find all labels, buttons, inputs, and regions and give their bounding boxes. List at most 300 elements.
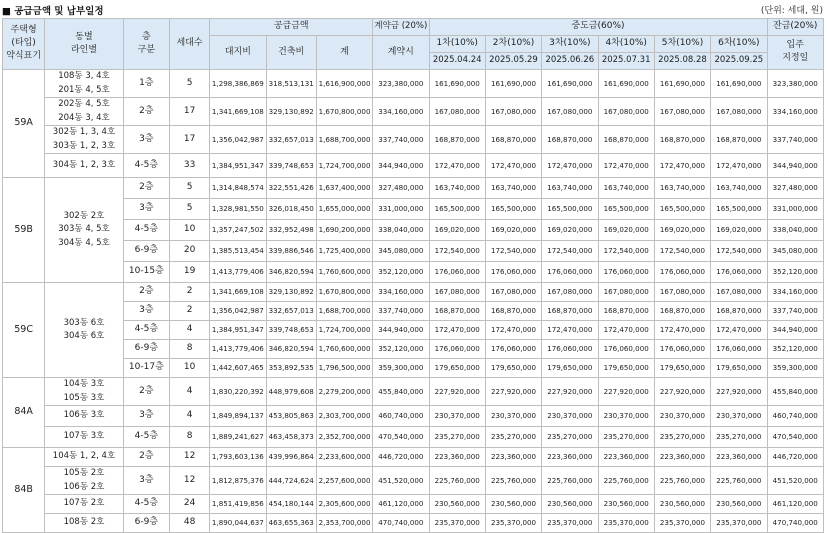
total-price-cell: 2,279,200,000 [316, 378, 372, 406]
units-cell: 2 [169, 302, 209, 321]
middle-payment-1-cell: 167,080,000 [429, 283, 485, 302]
house-type-cell: 59A [3, 70, 45, 178]
balance-cell: 455,840,000 [767, 378, 824, 406]
units-cell: 12 [169, 448, 209, 467]
middle-payment-4-cell: 230,560,000 [598, 495, 654, 514]
house-type-cell: 84B [3, 448, 45, 533]
middle-payment-6-cell: 163,740,000 [711, 178, 767, 199]
middle-payment-3-cell: 172,540,000 [542, 241, 598, 262]
units-cell: 48 [169, 514, 209, 533]
middle-payment-4-cell: 163,740,000 [598, 178, 654, 199]
units-cell: 17 [169, 126, 209, 154]
middle-payment-2-cell: 172,470,000 [485, 321, 541, 340]
floor-cell: 3층 [123, 467, 169, 495]
table-row [3, 220, 824, 241]
building-price-cell: 454,180,144 [266, 495, 316, 514]
floor-cell: 4-5층 [123, 427, 169, 448]
header-house-type: 주택형 (타입) 약식표기 [3, 19, 45, 70]
header-mid-5: 5차(10%) [654, 36, 710, 53]
land-price-cell: 1,793,603,136 [210, 448, 266, 467]
deposit-cell: 344,940,000 [373, 321, 429, 340]
units-cell: 4 [169, 378, 209, 406]
floor-cell: 3층 [123, 302, 169, 321]
units-cell: 4 [169, 321, 209, 340]
dong-line-text: 201동 4, 5호 [58, 84, 110, 95]
dong-line-text: 304동 1, 2, 3호 [52, 159, 116, 170]
table-header [3, 19, 824, 70]
balance-cell: 331,000,000 [767, 199, 824, 220]
dong-line-text: 108동 2호 [63, 517, 105, 528]
header-mid-6: 6차(10%) [711, 36, 767, 53]
middle-payment-5-cell: 163,740,000 [654, 178, 710, 199]
floor-cell: 4-5층 [123, 154, 169, 178]
deposit-cell: 352,120,000 [373, 262, 429, 283]
middle-payment-2-cell: 230,370,000 [485, 406, 541, 427]
middle-payment-4-cell: 176,060,000 [598, 340, 654, 359]
dong-line-cell [45, 467, 123, 495]
middle-payment-5-cell: 172,470,000 [654, 321, 710, 340]
middle-payment-1-cell: 172,540,000 [429, 241, 485, 262]
middle-payment-4-cell: 167,080,000 [598, 98, 654, 126]
unit-note: (단위: 세대, 원) [760, 6, 823, 16]
middle-payment-3-cell: 167,080,000 [542, 98, 598, 126]
middle-payment-1-cell: 223,360,000 [429, 448, 485, 467]
middle-payment-6-cell: 161,690,000 [711, 70, 767, 98]
middle-payment-1-cell: 168,870,000 [429, 126, 485, 154]
total-price-cell: 1,670,800,000 [316, 283, 372, 302]
middle-payment-3-cell: 230,370,000 [542, 406, 598, 427]
middle-payment-4-cell: 169,020,000 [598, 220, 654, 241]
floor-cell: 2층 [123, 283, 169, 302]
balance-cell: 337,740,000 [767, 126, 824, 154]
table-row [3, 199, 824, 220]
table-row [3, 514, 824, 533]
floor-cell: 3층 [123, 199, 169, 220]
middle-payment-6-cell: 172,470,000 [711, 321, 767, 340]
header-mid-3-date: 2025.06.26 [542, 53, 598, 70]
header-mid-2-date: 2025.05.29 [485, 53, 541, 70]
building-price-cell: 453,805,863 [266, 406, 316, 427]
building-price-cell: 448,979,608 [266, 378, 316, 406]
header-deposit: 계약금 (20%) [373, 19, 429, 36]
middle-payment-4-cell: 172,470,000 [598, 154, 654, 178]
total-price-cell: 1,760,600,000 [316, 340, 372, 359]
total-price-cell: 1,725,400,000 [316, 241, 372, 262]
middle-payment-3-cell: 235,270,000 [542, 427, 598, 448]
land-price-cell: 1,357,247,502 [210, 220, 266, 241]
middle-payment-4-cell: 168,870,000 [598, 126, 654, 154]
middle-payment-2-cell: 163,740,000 [485, 178, 541, 199]
middle-payment-3-cell: 172,470,000 [542, 321, 598, 340]
building-price-cell: 346,820,594 [266, 340, 316, 359]
dong-line-cell [45, 98, 123, 126]
middle-payment-3-cell: 161,690,000 [542, 70, 598, 98]
building-price-cell: 329,130,892 [266, 283, 316, 302]
total-price-cell: 1,655,000,000 [316, 199, 372, 220]
deposit-cell: 344,940,000 [373, 154, 429, 178]
header-building: 건축비 [266, 36, 316, 70]
middle-payment-3-cell: 223,360,000 [542, 448, 598, 467]
dong-line-text: 302동 2호 [63, 210, 105, 221]
middle-payment-5-cell: 176,060,000 [654, 340, 710, 359]
dong-line-text: 105동 2호 [63, 468, 105, 478]
dong-line-text: 104동 3호 [63, 379, 105, 389]
middle-payment-2-cell: 223,360,000 [485, 448, 541, 467]
table-row [3, 340, 824, 359]
units-cell: 10 [169, 220, 209, 241]
land-price-cell: 1,413,779,406 [210, 262, 266, 283]
header-mid-4: 4차(10%) [598, 36, 654, 53]
units-cell: 5 [169, 178, 209, 199]
land-price-cell: 1,812,875,376 [210, 467, 266, 495]
units-cell: 8 [169, 427, 209, 448]
middle-payment-1-cell: 230,370,000 [429, 406, 485, 427]
balance-cell: 451,520,000 [767, 467, 824, 495]
middle-payment-1-cell: 161,690,000 [429, 70, 485, 98]
table-row [3, 427, 824, 448]
middle-payment-2-cell: 235,370,000 [485, 514, 541, 533]
building-price-cell: 339,748,653 [266, 321, 316, 340]
price-table [2, 18, 824, 533]
table-row [3, 262, 824, 283]
page-title: ■ 공급금액 및 납부일정 [2, 6, 104, 17]
middle-payment-5-cell: 161,690,000 [654, 70, 710, 98]
middle-payment-6-cell: 172,470,000 [711, 154, 767, 178]
dong-line-text: 105동 3호 [63, 392, 105, 403]
dong-line-text: 108동 3, 4호 [58, 71, 110, 81]
dong-line-text: 106동 2호 [63, 481, 105, 492]
dong-line-text: 304동 4, 5호 [58, 237, 110, 248]
deposit-cell: 460,740,000 [373, 406, 429, 427]
building-price-cell: 444,724,624 [266, 467, 316, 495]
balance-cell: 334,160,000 [767, 283, 824, 302]
middle-payment-2-cell: 235,270,000 [485, 427, 541, 448]
total-price-cell: 2,305,600,000 [316, 495, 372, 514]
land-price-cell: 1,298,386,869 [210, 70, 266, 98]
middle-payment-2-cell: 161,690,000 [485, 70, 541, 98]
table-row [3, 70, 824, 98]
floor-cell: 6-9층 [123, 514, 169, 533]
floor-cell: 4-5층 [123, 321, 169, 340]
dong-line-text: 303동 1, 2, 3호 [52, 140, 116, 151]
floor-cell: 3층 [123, 406, 169, 427]
house-type-cell: 59C [3, 283, 45, 378]
balance-cell: 352,120,000 [767, 340, 824, 359]
balance-cell: 327,480,000 [767, 178, 824, 199]
header-mid-4-date: 2025.07.31 [598, 53, 654, 70]
deposit-cell: 327,480,000 [373, 178, 429, 199]
middle-payment-4-cell: 179,650,000 [598, 359, 654, 378]
header-mid-3: 3차(10%) [542, 36, 598, 53]
middle-payment-3-cell: 235,370,000 [542, 514, 598, 533]
middle-payment-2-cell: 176,060,000 [485, 340, 541, 359]
balance-cell: 338,040,000 [767, 220, 824, 241]
balance-cell: 470,540,000 [767, 427, 824, 448]
middle-payment-5-cell: 167,080,000 [654, 283, 710, 302]
middle-payment-5-cell: 172,470,000 [654, 154, 710, 178]
middle-payment-4-cell: 165,500,000 [598, 199, 654, 220]
header-mid-1-date: 2025.04.24 [429, 53, 485, 70]
middle-payment-3-cell: 169,020,000 [542, 220, 598, 241]
middle-payment-2-cell: 225,760,000 [485, 467, 541, 495]
units-cell: 4 [169, 406, 209, 427]
deposit-cell: 337,740,000 [373, 126, 429, 154]
middle-payment-1-cell: 225,760,000 [429, 467, 485, 495]
middle-payment-3-cell: 163,740,000 [542, 178, 598, 199]
deposit-cell: 334,160,000 [373, 283, 429, 302]
header-supply: 공급금액 [210, 19, 373, 36]
middle-payment-1-cell: 176,060,000 [429, 262, 485, 283]
deposit-cell: 461,120,000 [373, 495, 429, 514]
balance-cell: 344,940,000 [767, 154, 824, 178]
middle-payment-2-cell: 227,920,000 [485, 378, 541, 406]
table-row [3, 283, 824, 302]
balance-cell: 446,720,000 [767, 448, 824, 467]
balance-cell: 460,740,000 [767, 406, 824, 427]
deposit-cell: 323,380,000 [373, 70, 429, 98]
units-cell: 19 [169, 262, 209, 283]
total-price-cell: 1,688,700,000 [316, 126, 372, 154]
dong-line-text: 104동 1, 2, 4호 [52, 451, 116, 462]
deposit-cell: 470,540,000 [373, 427, 429, 448]
floor-cell: 6-9층 [123, 340, 169, 359]
land-price-cell: 1,849,894,137 [210, 406, 266, 427]
land-price-cell: 1,385,513,454 [210, 241, 266, 262]
units-cell: 5 [169, 199, 209, 220]
header-balance: 잔금(20%) [767, 19, 824, 36]
middle-payment-2-cell: 167,080,000 [485, 98, 541, 126]
middle-payment-5-cell: 169,020,000 [654, 220, 710, 241]
balance-cell: 337,740,000 [767, 302, 824, 321]
dong-line-text: 107동 3호 [63, 431, 105, 442]
dong-line-cell [45, 283, 123, 378]
building-price-cell: 346,820,594 [266, 262, 316, 283]
dong-line-text: 204동 3, 4호 [58, 112, 110, 123]
middle-payment-4-cell: 172,470,000 [598, 321, 654, 340]
units-cell: 5 [169, 70, 209, 98]
total-price-cell: 2,233,600,000 [316, 448, 372, 467]
floor-cell: 10-17층 [123, 359, 169, 378]
floor-cell: 4-5층 [123, 495, 169, 514]
middle-payment-3-cell: 176,060,000 [542, 340, 598, 359]
units-cell: 33 [169, 154, 209, 178]
dong-line-cell [45, 514, 123, 533]
total-price-cell: 1,688,700,000 [316, 302, 372, 321]
middle-payment-6-cell: 176,060,000 [711, 340, 767, 359]
land-price-cell: 1,413,779,406 [210, 340, 266, 359]
middle-payment-6-cell: 167,080,000 [711, 98, 767, 126]
header-land: 대지비 [210, 36, 266, 70]
middle-payment-4-cell: 168,870,000 [598, 302, 654, 321]
middle-payment-6-cell: 230,370,000 [711, 406, 767, 427]
middle-payment-1-cell: 165,500,000 [429, 199, 485, 220]
total-price-cell: 2,257,600,000 [316, 467, 372, 495]
building-price-cell: 332,657,013 [266, 302, 316, 321]
land-price-cell: 1,328,981,550 [210, 199, 266, 220]
middle-payment-2-cell: 169,020,000 [485, 220, 541, 241]
middle-payment-6-cell: 235,370,000 [711, 514, 767, 533]
middle-payment-4-cell: 230,370,000 [598, 406, 654, 427]
middle-payment-6-cell: 165,500,000 [711, 199, 767, 220]
middle-payment-1-cell: 163,740,000 [429, 178, 485, 199]
table-row [3, 241, 824, 262]
middle-payment-4-cell: 167,080,000 [598, 283, 654, 302]
middle-payment-4-cell: 225,760,000 [598, 467, 654, 495]
balance-cell: 359,300,000 [767, 359, 824, 378]
middle-payment-3-cell: 225,760,000 [542, 467, 598, 495]
deposit-cell: 359,300,000 [373, 359, 429, 378]
header-units: 세대수 [169, 19, 209, 70]
header-mid-2: 2차(10%) [485, 36, 541, 53]
units-cell: 8 [169, 340, 209, 359]
header-total: 계 [316, 36, 372, 70]
middle-payment-2-cell: 172,540,000 [485, 241, 541, 262]
balance-cell: 323,380,000 [767, 70, 824, 98]
land-price-cell: 1,384,951,347 [210, 154, 266, 178]
middle-payment-5-cell: 235,270,000 [654, 427, 710, 448]
middle-payment-2-cell: 179,650,000 [485, 359, 541, 378]
deposit-cell: 470,740,000 [373, 514, 429, 533]
land-price-cell: 1,341,669,108 [210, 283, 266, 302]
deposit-cell: 337,740,000 [373, 302, 429, 321]
middle-payment-5-cell: 179,650,000 [654, 359, 710, 378]
land-price-cell: 1,384,951,347 [210, 321, 266, 340]
building-price-cell: 339,748,653 [266, 154, 316, 178]
middle-payment-3-cell: 179,650,000 [542, 359, 598, 378]
deposit-cell: 451,520,000 [373, 467, 429, 495]
units-cell: 10 [169, 359, 209, 378]
deposit-cell: 455,840,000 [373, 378, 429, 406]
table-row [3, 467, 824, 495]
house-type-cell: 84A [3, 378, 45, 448]
header-deposit-sub: 계약시 [373, 36, 429, 70]
dong-line-cell [45, 495, 123, 514]
dong-line-cell [45, 126, 123, 154]
middle-payment-6-cell: 179,650,000 [711, 359, 767, 378]
middle-payment-5-cell: 176,060,000 [654, 262, 710, 283]
dong-line-text: 107동 2호 [63, 498, 105, 509]
dong-line-cell [45, 154, 123, 178]
land-price-cell: 1,889,241,627 [210, 427, 266, 448]
building-price-cell: 326,018,450 [266, 199, 316, 220]
header-mid-5-date: 2025.08.28 [654, 53, 710, 70]
table-row [3, 321, 824, 340]
middle-payment-1-cell: 235,270,000 [429, 427, 485, 448]
balance-cell: 461,120,000 [767, 495, 824, 514]
middle-payment-5-cell: 230,370,000 [654, 406, 710, 427]
floor-cell: 2층 [123, 378, 169, 406]
middle-payment-6-cell: 168,870,000 [711, 302, 767, 321]
balance-cell: 345,080,000 [767, 241, 824, 262]
total-price-cell: 1,690,200,000 [316, 220, 372, 241]
middle-payment-5-cell: 227,920,000 [654, 378, 710, 406]
middle-payment-1-cell: 230,560,000 [429, 495, 485, 514]
middle-payment-6-cell: 169,020,000 [711, 220, 767, 241]
middle-payment-2-cell: 230,560,000 [485, 495, 541, 514]
building-price-cell: 439,996,864 [266, 448, 316, 467]
building-price-cell: 353,892,535 [266, 359, 316, 378]
dong-line-cell [45, 427, 123, 448]
table-row [3, 98, 824, 126]
floor-cell: 2층 [123, 448, 169, 467]
table-row [3, 178, 824, 199]
middle-payment-5-cell: 167,080,000 [654, 98, 710, 126]
middle-payment-3-cell: 230,560,000 [542, 495, 598, 514]
total-price-cell: 2,303,700,000 [316, 406, 372, 427]
total-price-cell: 1,670,800,000 [316, 98, 372, 126]
header-dong-line: 동별 라인별 [45, 19, 123, 70]
dong-line-text: 303동 4, 5호 [58, 224, 110, 235]
dong-line-text: 303동 6호 [63, 317, 105, 328]
dong-line-text: 106동 3호 [63, 410, 105, 421]
middle-payment-5-cell: 225,760,000 [654, 467, 710, 495]
building-price-cell: 322,551,426 [266, 178, 316, 199]
middle-payment-6-cell: 176,060,000 [711, 262, 767, 283]
dong-line-text: 202동 4, 5호 [58, 99, 110, 109]
deposit-cell: 334,160,000 [373, 98, 429, 126]
middle-payment-2-cell: 167,080,000 [485, 283, 541, 302]
land-price-cell: 1,341,669,108 [210, 98, 266, 126]
middle-payment-6-cell: 230,560,000 [711, 495, 767, 514]
balance-cell: 334,160,000 [767, 98, 824, 126]
total-price-cell: 2,352,700,000 [316, 427, 372, 448]
table-row [3, 378, 824, 406]
floor-cell: 4-5층 [123, 220, 169, 241]
total-price-cell: 2,353,700,000 [316, 514, 372, 533]
middle-payment-3-cell: 167,080,000 [542, 283, 598, 302]
dong-line-text: 304동 6호 [63, 331, 105, 341]
table-row [3, 154, 824, 178]
land-price-cell: 1,356,042,987 [210, 302, 266, 321]
middle-payment-6-cell: 235,270,000 [711, 427, 767, 448]
house-type-cell: 59B [3, 178, 45, 283]
table-body [3, 70, 824, 533]
middle-payment-1-cell: 172,470,000 [429, 154, 485, 178]
land-price-cell: 1,851,419,856 [210, 495, 266, 514]
total-price-cell: 1,724,700,000 [316, 321, 372, 340]
land-price-cell: 1,356,042,987 [210, 126, 266, 154]
dong-line-cell [45, 178, 123, 283]
middle-payment-5-cell: 165,500,000 [654, 199, 710, 220]
floor-cell: 1층 [123, 70, 169, 98]
building-price-cell: 318,513,131 [266, 70, 316, 98]
building-price-cell: 463,655,363 [266, 514, 316, 533]
header-middle: 중도금(60%) [429, 19, 767, 36]
middle-payment-6-cell: 225,760,000 [711, 467, 767, 495]
middle-payment-3-cell: 165,500,000 [542, 199, 598, 220]
middle-payment-2-cell: 168,870,000 [485, 302, 541, 321]
building-price-cell: 329,130,892 [266, 98, 316, 126]
middle-payment-1-cell: 168,870,000 [429, 302, 485, 321]
middle-payment-3-cell: 172,470,000 [542, 154, 598, 178]
middle-payment-4-cell: 235,370,000 [598, 514, 654, 533]
dong-line-cell [45, 406, 123, 427]
header-mid-6-date: 2025.09.25 [711, 53, 767, 70]
middle-payment-4-cell: 223,360,000 [598, 448, 654, 467]
middle-payment-5-cell: 168,870,000 [654, 302, 710, 321]
middle-payment-1-cell: 176,060,000 [429, 340, 485, 359]
middle-payment-3-cell: 176,060,000 [542, 262, 598, 283]
units-cell: 20 [169, 241, 209, 262]
total-price-cell: 1,724,700,000 [316, 154, 372, 178]
table-row [3, 359, 824, 378]
dong-line-cell [45, 70, 123, 98]
middle-payment-6-cell: 172,540,000 [711, 241, 767, 262]
middle-payment-6-cell: 223,360,000 [711, 448, 767, 467]
floor-cell: 10-15층 [123, 262, 169, 283]
deposit-cell: 345,080,000 [373, 241, 429, 262]
middle-payment-1-cell: 179,650,000 [429, 359, 485, 378]
